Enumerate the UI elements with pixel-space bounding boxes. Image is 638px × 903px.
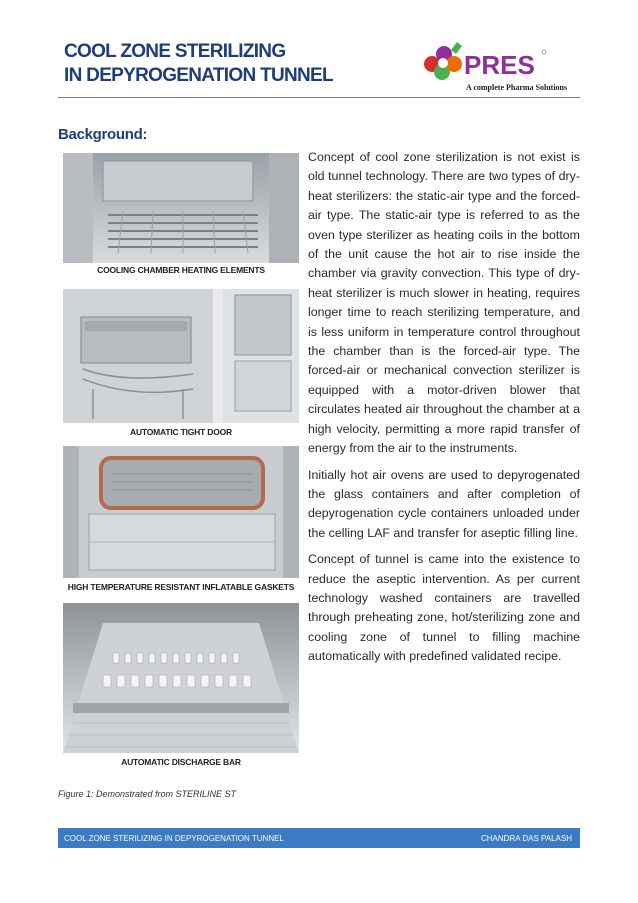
logo-wordmark: PRES: [464, 50, 535, 80]
photo-caption: COOLING CHAMBER HEATING ELEMENTS: [97, 265, 265, 275]
logo-tagline: A complete Pharma Solutions: [466, 83, 568, 92]
discharge-bar-image: [63, 603, 299, 753]
photo-tight-door: [63, 289, 299, 441]
photo-caption: AUTOMATIC TIGHT DOOR: [130, 427, 232, 437]
footer-author: CHANDRA DAS PALASH: [481, 834, 572, 843]
photo-caption: AUTOMATIC DISCHARGE BAR: [121, 757, 241, 767]
tight-door-image: [63, 289, 299, 423]
paragraph-tunnel-concept: Concept of tunnel is came into the existence to reduce the aseptic intervention. As per current technology washed containers are travelled through preheating zone, hot/sterilizing zone and cooling zone of tunnel to filling machine automatically with predefined validated recipe.: [308, 552, 580, 664]
title-line-1: COOL ZONE STERILIZING: [64, 41, 286, 62]
photo-discharge-bar: [63, 603, 299, 773]
photo-caption: HIGH TEMPERATURE RESISTANT INFLATABLE GASKETS: [67, 582, 295, 592]
page-footer: [58, 828, 580, 848]
header-divider: [58, 97, 580, 98]
title-line-2: IN DEPYROGENATION TUNNEL: [64, 65, 333, 86]
photo-cooling-chamber: [63, 153, 299, 283]
inflatable-gaskets-image: [63, 446, 299, 578]
paragraph-sterilizer-types: Concept of cool zone sterilization is not exist is old tunnel technology. There are two types of dry-heat sterilizers: the static-air type and the forced-air type. The static-air type is referred to as the oven type sterilizer as heating coils in the bottom of the unit cause the hot air to rise inside the chamber via gravity convection. This type of dry-heat sterilizer is much slower in heating, requires longer time to reach sterilizing temperature, and is less uniform in temperature control throughout the chamber than is the forced-air type. The forced-air or mechanical convection sterilizer is equipped with a motor-driven blower that circulates heated air throughout the chamber at a high velocity, permitting a more rapid transfer of energy from the air to the instruments.: [308, 150, 580, 456]
section-heading: Background:: [58, 126, 148, 143]
footer-document-title: COOL ZONE STERILIZING IN DEPYROGENATION TUNNEL: [64, 834, 284, 843]
photo-inflatable-gaskets: [63, 446, 299, 598]
document-title: [64, 40, 333, 88]
cooling-chamber-image: [63, 153, 299, 263]
paragraph-hot-air-ovens: Initially hot air ovens are used to depyrogenated the glass containers and after completion of depyrogenation cycle containers unloaded under the celling LAF and transfer for aseptic filling line.: [308, 467, 580, 540]
body-text-column: [308, 148, 580, 674]
figure-caption: Figure 1: Demonstrated from STERILINE ST: [58, 789, 237, 799]
